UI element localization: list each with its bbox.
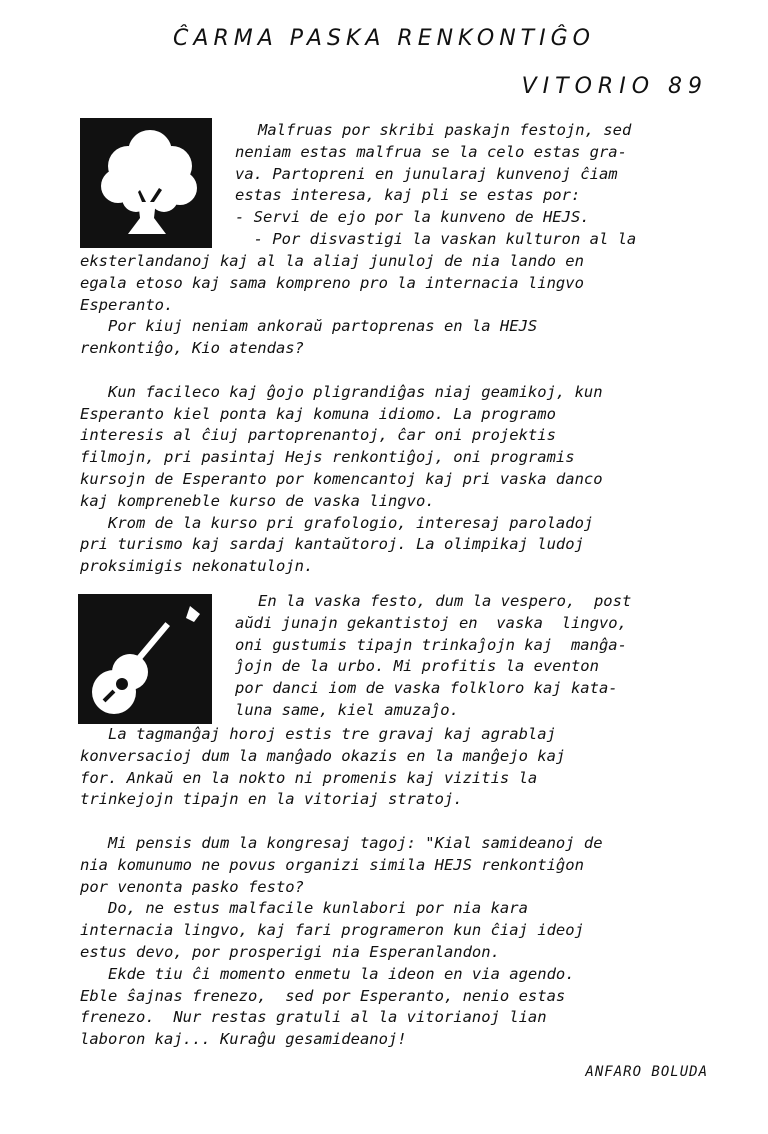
text-line: Eble ŝajnas frenezo, sed por Esperanto, nenio estas: [80, 986, 566, 1005]
text-line: oni gustumis tipajn trinkaĵojn kaj manĝa-: [235, 635, 627, 654]
text-line: Esperanto.: [80, 295, 174, 314]
paragraph-festival: [80, 591, 712, 722]
text-line: - Servi de ejo por la kunveno de HEJS.: [235, 208, 590, 227]
text-line: proksimigis nekonatulojn.: [80, 557, 314, 576]
text-line: eksterlandanoj kaj al la aliaj junuloj de nia lando en: [80, 252, 584, 270]
text-line: Mi pensis dum la kongresaj tagoj: "Kial samideanoj de: [80, 833, 603, 852]
text-line: Krom de la kurso pri grafologio, interesaj paroladoj: [80, 513, 594, 532]
text-line: egala etoso kaj sama kompreno pro la internacia lingvo: [80, 273, 584, 292]
text-line: laboron kaj... Kuraĝu gesamideanoj!: [80, 1030, 407, 1049]
text-line: trinkejojn tipajn en la vitoriaj stratoj.: [80, 790, 463, 809]
paragraph-intro: [80, 120, 712, 251]
text-line: luna same, kiel amuzaĵo.: [235, 700, 459, 719]
text-line: Esperanto kiel ponta kaj komuna idiomo. La programo: [80, 404, 556, 423]
text-line: aŭdi junajn gekantistoj en vaska lingvo,: [235, 613, 627, 632]
text-line: pri turismo kaj sardaj kantaŭtoroj. La olimpikaj ludoj: [80, 535, 584, 554]
text-line: estus devo, por prosperigi nia Esperanlandon.: [80, 942, 500, 961]
text-line: internacia lingvo, kaj fari programeron kun ĉiaj ideoj: [80, 921, 584, 940]
text-line: ĵojn de la urbo. Mi profitis la eventon: [235, 657, 599, 676]
text-line: Malfruas por skribi paskajn festojn, sed: [258, 121, 632, 139]
text-line: Do, ne estus malfacile kunlabori por nia kara: [80, 899, 528, 918]
text-line: La tagmanĝaj horoj estis tre gravaj kaj agrablaj: [80, 725, 556, 743]
text-line: Ekde tiu ĉi momento enmetu la ideon en via agendo.: [80, 964, 575, 983]
text-line: [80, 360, 712, 382]
text-line: - Por disvastigi la vaskan kulturon al la: [235, 229, 637, 248]
text-line: frenezo. Nur restas gratuli al la vitorianoj lian: [80, 1008, 547, 1027]
paragraph-program: [80, 251, 712, 578]
author-signature: ANFARO BOLUDA: [585, 1064, 708, 1080]
text-line: En la vaska festo, dum la vespero, post: [258, 592, 632, 610]
text-line: Por kiuj neniam ankoraŭ partoprenas en la HEJS: [80, 317, 538, 336]
text-line: konversacioj dum la manĝado okazis en la manĝejo kaj: [80, 746, 566, 765]
text-line: por venonta pasko festo?: [80, 877, 304, 896]
text-line: nia komunumo ne povus organizi simila HEJS renkontiĝon: [80, 855, 584, 874]
text-line: kursojn de Esperanto por komencantoj kaj pri vaska danco: [80, 469, 603, 488]
text-line: Kun facileco kaj ĝojo pligrandiĝas niaj geamikoj, kun: [80, 382, 603, 401]
text-line: [80, 811, 712, 833]
text-line: interesis al ĉiuj partoprenantoj, ĉar oni projektis: [80, 426, 556, 445]
article-title: ĈARMA PASKA RENKONTIĜO: [173, 26, 595, 51]
text-line: filmojn, pri pasintaj Hejs renkontiĝoj, oni programis: [80, 448, 575, 467]
text-line: va. Partopreni en junularaj kunvenoj ĉiam: [235, 164, 618, 183]
paragraph-closing: [80, 724, 712, 1051]
text-line: for. Ankaŭ en la nokto ni promenis kaj vizitis la: [80, 768, 538, 787]
article-subtitle: VITORIO 89: [521, 74, 708, 99]
text-line: por danci iom de vaska folkloro kaj kata-: [235, 679, 618, 698]
text-line: neniam estas malfrua se la celo estas gra-: [235, 142, 627, 161]
text-line: estas interesa, kaj pli se estas por:: [235, 186, 581, 205]
text-line: kaj kompreneble kurso de vaska lingvo.: [80, 491, 435, 510]
text-line: renkontiĝo, Kio atendas?: [80, 339, 304, 358]
